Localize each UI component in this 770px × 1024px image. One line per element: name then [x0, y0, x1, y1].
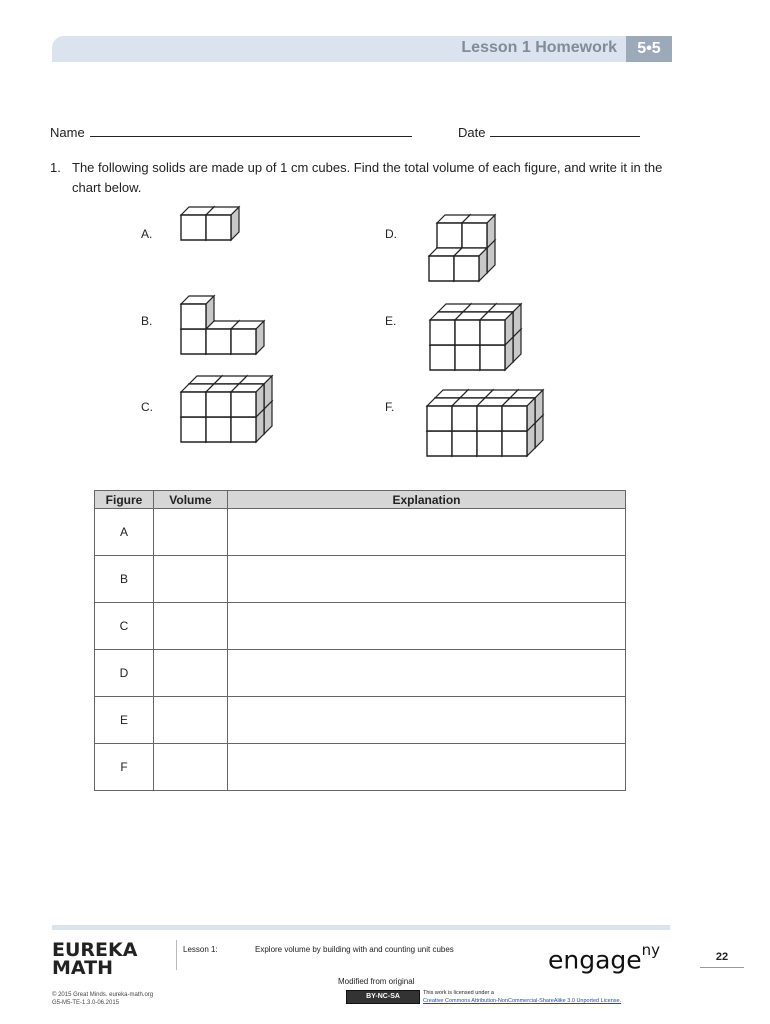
table-row: [95, 650, 626, 697]
problem-number: 1.: [50, 160, 61, 175]
header-explanation: Explanation: [228, 491, 626, 509]
volume-chart: [94, 490, 626, 791]
table-row: [95, 509, 626, 556]
cube-front-face: [452, 406, 477, 431]
explanation-cell[interactable]: [228, 650, 626, 697]
footer-divider: [176, 940, 177, 970]
figure-label-f: F.: [385, 400, 395, 414]
explanation-cell[interactable]: [228, 556, 626, 603]
cube-front-face: [427, 406, 452, 431]
logo-line-2: MATH: [52, 957, 113, 979]
figure-label-a: A.: [141, 227, 153, 241]
volume-cell[interactable]: [154, 509, 228, 556]
cube-front-face: [452, 431, 477, 456]
figure-label-b: B.: [141, 314, 153, 328]
table-row: [95, 603, 626, 650]
lesson-label: Lesson 1:: [183, 945, 218, 954]
figure-cell: A: [95, 509, 154, 556]
date-label: Date: [458, 125, 486, 140]
engageny-logo: [548, 941, 661, 975]
volume-cell[interactable]: [154, 697, 228, 744]
cube-front-face: [477, 431, 502, 456]
page-number: 22: [715, 951, 729, 963]
modified-note: Modified from original: [338, 977, 415, 986]
chart-header-row: [95, 491, 626, 509]
footer-bar: [52, 925, 670, 930]
figure-label-c: C.: [141, 400, 153, 414]
problem-text: The following solids are made up of 1 cm cubes. Find the total volume of each figure, and write it in the chart below.: [72, 160, 663, 195]
license-text: This work is licensed under a: [423, 990, 494, 996]
eureka-math-logo: [52, 941, 137, 977]
page-number-rule: [700, 967, 744, 968]
lesson-description: Explore volume by building with and counting unit cubes: [255, 945, 454, 954]
cube-front-face: [502, 431, 527, 456]
figure-cell: B: [95, 556, 154, 603]
explanation-cell[interactable]: [228, 744, 626, 791]
figure-cell: C: [95, 603, 154, 650]
table-row: [95, 556, 626, 603]
cc-badge-text: BY-NC-SA: [366, 993, 400, 1000]
figure-cell: F: [95, 744, 154, 791]
volume-cell[interactable]: [154, 556, 228, 603]
header-figure: Figure: [95, 491, 154, 509]
brand-text: engage: [548, 945, 642, 975]
cube-front-face: [477, 406, 502, 431]
table-row: [95, 744, 626, 791]
volume-cell[interactable]: [154, 650, 228, 697]
explanation-cell[interactable]: [228, 697, 626, 744]
copyright: [52, 991, 153, 1007]
cube-front-face: [427, 431, 452, 456]
explanation-cell[interactable]: [228, 603, 626, 650]
volume-cell[interactable]: [154, 744, 228, 791]
name-label: Name: [50, 125, 85, 140]
brand-sup: ny: [641, 941, 661, 959]
grade-module-badge: 5•5: [626, 36, 672, 62]
license-link[interactable]: Creative Commons Attribution-NonCommercial-ShareAlike 3.0 Unported License.: [423, 998, 622, 1004]
volume-cell[interactable]: [154, 603, 228, 650]
table-row: [95, 697, 626, 744]
copyright-line-2: G5-M5-TE-1.3.0-06.2015: [52, 1000, 120, 1006]
logo-line-1: EUREKA: [52, 939, 138, 961]
copyright-line-1: © 2015 Great Minds. eureka-math.org: [52, 992, 154, 998]
cc-license-badge: [346, 990, 420, 1004]
figure-label-e: E.: [385, 314, 397, 328]
figure-f-cubes: [0, 0, 770, 480]
header-volume: Volume: [154, 491, 228, 509]
explanation-cell[interactable]: [228, 509, 626, 556]
cube-front-face: [502, 406, 527, 431]
figure-cell: E: [95, 697, 154, 744]
figure-cell: D: [95, 650, 154, 697]
figure-label-d: D.: [385, 227, 397, 241]
lesson-title: Lesson 1 Homework: [461, 39, 617, 56]
